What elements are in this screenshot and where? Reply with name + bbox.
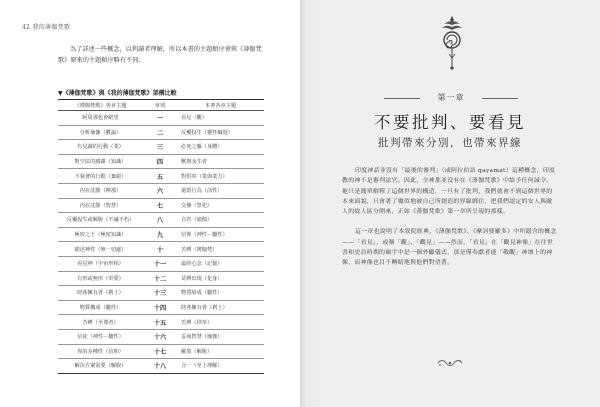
cell-original: 阿周那也會絕望: [58, 111, 143, 126]
cell-chapter: 六: [143, 183, 177, 198]
cell-original: 解決方案需要（解脫）: [58, 359, 143, 374]
cell-chapter: 八: [143, 213, 177, 228]
cell-book: 必死之軀（身體）: [177, 140, 264, 155]
lotus-swirl-emblem-icon: [438, 14, 466, 72]
cell-original: 分析瑜伽（數論）: [58, 125, 143, 140]
cell-chapter: 三: [143, 140, 177, 155]
table-row: [58, 286, 264, 301]
cell-book: 財產擁有者（剎土）: [177, 300, 264, 315]
comparison-table-wrap: [58, 99, 264, 374]
table-row: [58, 213, 264, 228]
cell-book: 反覆投生（靈性輪迴）: [177, 125, 264, 140]
cell-book: 交換（祭祀）: [177, 198, 264, 213]
chapter-subtitle: 批判帶來分別，也帶來界線: [378, 137, 522, 149]
cell-original: 看見神（宇宙形相）: [58, 256, 143, 271]
header-book: 本書各章主題: [177, 100, 264, 111]
cell-chapter: 二: [143, 125, 177, 140]
table-body: [58, 111, 264, 374]
cell-book: 合一（至上理解）: [177, 359, 264, 374]
cell-book: 自省（瑜伽）: [177, 213, 264, 228]
table-caption: ▼《薄伽梵歌》與《我的薄伽梵歌》架構比較: [58, 90, 177, 97]
chapter-rule-right: [482, 98, 518, 99]
cell-book: 信仰（神性－屬性）: [177, 227, 264, 242]
table-row: [58, 111, 264, 126]
table-row: [58, 242, 264, 257]
cell-original: 反覆投生或解脫（不滅不朽）: [58, 213, 143, 228]
cell-original: 物質構成（屬性）: [58, 300, 143, 315]
cell-book: 對供奉（業與業力）: [177, 169, 264, 184]
cell-book: 物質組成（屬性）: [177, 286, 264, 301]
cell-chapter: 十一: [143, 256, 177, 271]
cell-chapter: 九: [143, 227, 177, 242]
cell-book: 獸與永生者: [177, 154, 264, 169]
table-row: [58, 300, 264, 315]
cell-chapter: 四: [143, 154, 177, 169]
header-original: 《薄伽梵歌》各章主題: [58, 100, 143, 111]
cell-original: 信徒（神性－屬性）: [58, 329, 143, 344]
table-row: [58, 359, 264, 374]
comparison-table: [58, 99, 264, 374]
cell-original: 有形或無形（奉愛）: [58, 271, 143, 286]
cell-chapter: 十二: [143, 271, 177, 286]
scroll-ornament-icon: [436, 357, 464, 369]
cell-original: 極密之王（極密知識）: [58, 227, 143, 242]
cell-original: 不執著的行動（棄絕）: [58, 169, 143, 184]
cell-book: 還當行為（活性）: [177, 183, 264, 198]
table-row: [58, 183, 264, 198]
header-chapter: 章別: [143, 100, 177, 111]
cell-book: 苛縛出現（化身）: [177, 271, 264, 286]
cell-original: 你的多種性（信仰）: [58, 344, 143, 359]
cell-chapter: 七: [143, 198, 177, 213]
cell-chapter: 一: [143, 111, 177, 126]
table-row: [58, 256, 264, 271]
cell-chapter: 十: [143, 242, 177, 257]
cell-chapter: 十七: [143, 344, 177, 359]
cell-chapter: 十六: [143, 329, 177, 344]
cell-chapter: 十三: [143, 286, 177, 301]
cell-chapter: 十四: [143, 300, 177, 315]
table-row: [58, 154, 264, 169]
table-row: [58, 344, 264, 359]
table-row: [58, 140, 264, 155]
cell-book: 苦縛（薄伽梵）: [177, 242, 264, 257]
cell-book: 妥商智慧（瑜伽）: [177, 329, 264, 344]
table-row: [58, 315, 264, 330]
chapter-title: 不要批判、要看見: [374, 113, 526, 132]
chapter-rule-left: [384, 98, 420, 99]
cell-original: 財產擁有者（剎土）: [58, 286, 143, 301]
table-row: [58, 125, 264, 140]
cell-book: 苦縛（供奉）: [177, 315, 264, 330]
cell-book: 解放（解脫）: [177, 344, 264, 359]
cell-original: 苦縛（至尊者）: [58, 315, 143, 330]
cell-book: 最終心念（記憶）: [177, 256, 264, 271]
table-row: [58, 329, 264, 344]
cell-original: 對空法的感謝（知識）: [58, 154, 143, 169]
table-row: [58, 198, 264, 213]
cell-chapter: 十五: [143, 315, 177, 330]
chapter-heading-row: [300, 92, 600, 106]
intro-text: 為了詳述一些概念，以利讀者理解，所以本書的主題順序會與《薄伽梵歌》原來的主題順序略有不同。: [58, 46, 262, 64]
cell-book: 看見（觀）: [177, 111, 264, 126]
chapter-body: [342, 166, 558, 269]
table-row: [58, 169, 264, 184]
cell-chapter: 五: [143, 169, 177, 184]
cell-chapter: 十八: [143, 359, 177, 374]
table-header-row: [58, 100, 264, 111]
intro-paragraph: [58, 44, 263, 66]
cell-original: 有見識的行動（業）: [58, 140, 143, 155]
body-paragraph: 印度神話並沒有「最後的審判」（或阿拉伯語 qayamat）這種概念，印度教的神不是審判法官。因此，全神那並沒有在《薄伽梵歌》中給予任何誡令，祂只是簡單解釋了這個世界的構造，一旦有了批判，我們就會不到這個世界的本來面貌，只會著了魔似地被自己所創造的界線綁住，把我們認定的安人與敵人的故人區分開來，正如《薄伽梵歌》第一章所呈現的那樣。: [342, 168, 556, 216]
table-row: [58, 227, 264, 242]
chapter-label: 第一章: [437, 93, 465, 102]
cell-original: 描述神性（無一切處）: [58, 242, 143, 257]
cell-original: 內在沈靜（智慧）: [58, 198, 143, 213]
cell-original: 內在沈靜（禪那）: [58, 183, 143, 198]
table-row: [58, 271, 264, 286]
body-paragraph: 這一章也說明了本叙院經典，《薄伽梵歌》、《摩訶婆羅多》中所隱含的概念——「看見」，或稱「觀」、「觀見」——然而，「看見」在「觀見神像」在往世書和史詩時期的廟宇中是一個外顯儀式，那是僅奉獻者能「敬觀」神壇上的神像，而神像也目不轉睛地與他們對望著。: [342, 229, 557, 267]
running-head: 42 我的薄伽梵歌: [22, 24, 71, 31]
